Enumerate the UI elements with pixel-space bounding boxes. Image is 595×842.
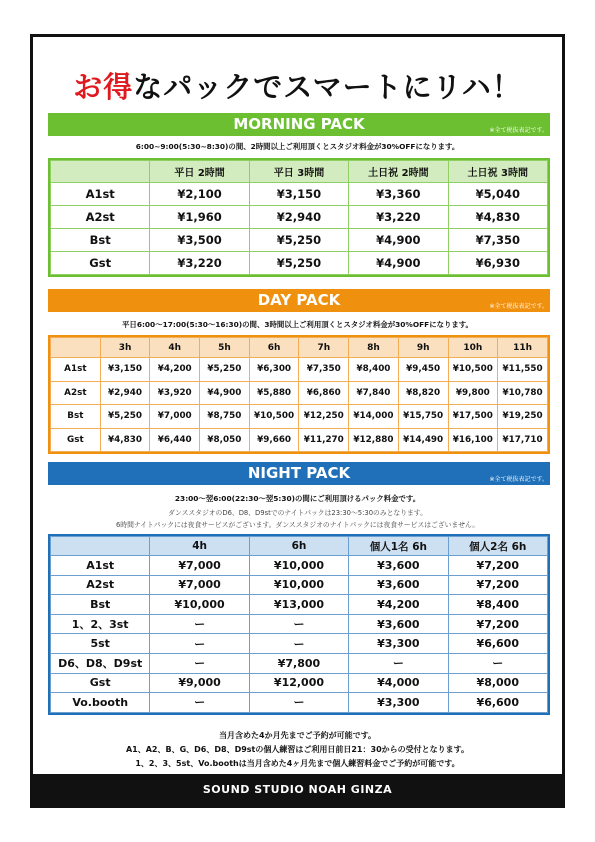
price-cell: ¥6,440: [150, 428, 200, 452]
price-cell: ¥6,930: [448, 252, 547, 275]
price-cell: ¥10,780: [498, 381, 548, 405]
table-row: [51, 556, 548, 576]
price-cell: ¥13,000: [249, 595, 348, 615]
price-cell: ー: [249, 634, 348, 654]
column-header: 6h: [249, 338, 299, 358]
price-cell: ¥10,000: [150, 595, 249, 615]
price-cell: ¥10,000: [249, 556, 348, 576]
price-cell: ¥10,500: [448, 358, 498, 382]
price-cell: ¥3,220: [150, 252, 249, 275]
price-cell: ¥11,550: [498, 358, 548, 382]
studio-name-cell: A1st: [51, 556, 150, 576]
night-pack-label: NIGHT PACK: [247, 464, 351, 482]
price-cell: ー: [249, 693, 348, 713]
column-header: 平日 3時間: [249, 161, 348, 183]
studio-name-cell: A1st: [51, 358, 101, 382]
table-header-row: [51, 161, 548, 183]
studio-name-cell: D6、D8、D9st: [51, 653, 150, 673]
price-cell: ¥3,220: [349, 206, 448, 229]
table-row: [51, 693, 548, 713]
price-cell: ¥5,250: [200, 358, 250, 382]
price-cell: ー: [448, 653, 547, 673]
studio-name-cell: A2st: [51, 381, 101, 405]
price-cell: ¥5,880: [249, 381, 299, 405]
price-cell: ¥3,500: [150, 229, 249, 252]
day-pack-note: 平日6:00～17:00(5:30～16:30)の間、3時間以上ご利用頂くとスタジオ料金が30%OFFになります。: [122, 320, 473, 329]
studio-name-cell: A2st: [51, 575, 150, 595]
studio-name-cell: 5st: [51, 634, 150, 654]
table-row: [51, 229, 548, 252]
price-cell: ー: [150, 693, 249, 713]
price-cell: ¥7,000: [150, 556, 249, 576]
price-cell: ¥4,000: [349, 673, 448, 693]
morning-pack-note: 6:00~9:00(5:30~8:30)の間、2時間以上ご利用頂くとスタジオ料金が30%OFFになります。: [135, 142, 460, 151]
price-cell: ¥3,600: [349, 614, 448, 634]
corner-cell: [51, 338, 101, 358]
price-cell: ¥8,000: [448, 673, 547, 693]
price-cell: ¥19,250: [498, 405, 548, 429]
price-cell: ¥4,900: [349, 252, 448, 275]
price-cell: ¥12,000: [249, 673, 348, 693]
price-cell: ー: [150, 634, 249, 654]
table-row: [51, 634, 548, 654]
price-cell: ¥9,660: [249, 428, 299, 452]
price-cell: ¥9,800: [448, 381, 498, 405]
table-row: [51, 252, 548, 275]
price-cell: ー: [349, 653, 448, 673]
night-pack-note-dance: ダンススタジオのD6、D8、D9stでのナイトパックは23:30～5:30のみとなります。: [168, 509, 427, 517]
price-cell: ¥7,200: [448, 575, 547, 595]
table-row: [51, 428, 548, 452]
day-pack-header: [48, 289, 550, 312]
price-cell: ¥6,600: [448, 693, 547, 713]
column-header: 個人1名 6h: [349, 537, 448, 556]
column-header: 5h: [200, 338, 250, 358]
studio-name-cell: 1、2、3st: [51, 614, 150, 634]
price-cell: ¥3,300: [349, 693, 448, 713]
price-cell: ¥8,820: [398, 381, 448, 405]
price-cell: ¥2,940: [100, 381, 150, 405]
price-cell: ¥2,940: [249, 206, 348, 229]
price-cell: ¥4,900: [349, 229, 448, 252]
price-cell: ¥5,250: [249, 229, 348, 252]
morning-pack-header: [48, 113, 550, 136]
price-cell: ¥4,200: [150, 358, 200, 382]
tax-note: ※全て税抜表記です。: [489, 476, 548, 483]
column-header: 8h: [349, 338, 399, 358]
column-header: 6h: [249, 537, 348, 556]
price-cell: ー: [150, 653, 249, 673]
price-cell: ¥10,000: [249, 575, 348, 595]
column-header: 土日祝 3時間: [448, 161, 547, 183]
column-header: 4h: [150, 338, 200, 358]
night-pack-table: [48, 534, 550, 715]
studio-name-cell: Bst: [51, 595, 150, 615]
morning-pack-table: [48, 158, 550, 277]
price-cell: ¥4,200: [349, 595, 448, 615]
tax-note: ※全て税抜表記です。: [489, 127, 548, 134]
column-header: 平日 2時間: [150, 161, 249, 183]
column-header: 10h: [448, 338, 498, 358]
price-cell: ¥7,200: [448, 614, 547, 634]
table-row: [51, 614, 548, 634]
price-cell: ¥3,600: [349, 575, 448, 595]
table-header-row: [51, 338, 548, 358]
studio-name-cell: Gst: [51, 428, 101, 452]
price-cell: ¥6,600: [448, 634, 547, 654]
night-pack-header: [48, 462, 550, 485]
table-row: [51, 381, 548, 405]
price-cell: ¥3,920: [150, 381, 200, 405]
price-cell: ¥11,270: [299, 428, 349, 452]
price-cell: ¥9,000: [150, 673, 249, 693]
price-cell: ¥3,150: [100, 358, 150, 382]
night-pack-note-meal: 6時間ナイトパックには夜食サービスがございます。ダンススタジオのナイトパックには夜食サービスはございません。: [115, 521, 480, 529]
footer-note: 当月含めた4か月先までご予約が可能です。: [219, 731, 376, 740]
price-cell: ¥3,360: [349, 183, 448, 206]
price-cell: ¥17,710: [498, 428, 548, 452]
price-cell: ー: [249, 614, 348, 634]
price-cell: ¥12,880: [349, 428, 399, 452]
price-cell: ¥3,300: [349, 634, 448, 654]
corner-cell: [51, 537, 150, 556]
column-header: 11h: [498, 338, 548, 358]
table-row: [51, 575, 548, 595]
table-row: [51, 653, 548, 673]
price-cell: ¥9,450: [398, 358, 448, 382]
price-cell: ¥5,040: [448, 183, 547, 206]
price-cell: ¥4,900: [200, 381, 250, 405]
column-header: 3h: [100, 338, 150, 358]
price-cell: ¥10,500: [249, 405, 299, 429]
day-pack-label: DAY PACK: [257, 291, 341, 309]
price-cell: ¥2,100: [150, 183, 249, 206]
table-row: [51, 358, 548, 382]
column-header: 土日祝 2時間: [349, 161, 448, 183]
price-cell: ¥4,830: [448, 206, 547, 229]
price-cell: ¥8,400: [448, 595, 547, 615]
morning-pack-label: MORNING PACK: [233, 115, 365, 133]
price-cell: ¥14,490: [398, 428, 448, 452]
day-pack-table: [48, 335, 550, 454]
price-cell: ¥8,050: [200, 428, 250, 452]
studio-name-cell: Vo.booth: [51, 693, 150, 713]
column-header: 7h: [299, 338, 349, 358]
table-row: [51, 206, 548, 229]
title-rest: なパックでスマートにリハ！: [133, 70, 522, 104]
studio-name-bar: SOUND STUDIO NOAH GINZA: [33, 774, 562, 805]
price-cell: ¥1,960: [150, 206, 249, 229]
table-header-row: [51, 537, 548, 556]
table-row: [51, 595, 548, 615]
price-cell: ¥16,100: [448, 428, 498, 452]
studio-name-cell: A1st: [51, 183, 150, 206]
price-cell: ¥3,600: [349, 556, 448, 576]
studio-name-cell: A2st: [51, 206, 150, 229]
price-cell: ¥7,200: [448, 556, 547, 576]
studio-name-cell: Bst: [51, 229, 150, 252]
price-cell: ¥3,150: [249, 183, 348, 206]
price-cell: ¥14,000: [349, 405, 399, 429]
price-cell: ¥12,250: [299, 405, 349, 429]
corner-cell: [51, 161, 150, 183]
footer-notes: [33, 729, 562, 771]
price-cell: ¥4,830: [100, 428, 150, 452]
page-title: [33, 65, 562, 106]
price-cell: ¥6,300: [249, 358, 299, 382]
column-header: 4h: [150, 537, 249, 556]
price-cell: ¥8,750: [200, 405, 250, 429]
tax-note: ※全て税抜表記です。: [489, 303, 548, 310]
title-highlight: お得: [73, 70, 134, 104]
price-cell: ¥5,250: [100, 405, 150, 429]
column-header: 9h: [398, 338, 448, 358]
price-cell: ¥7,000: [150, 405, 200, 429]
column-header: 個人2名 6h: [448, 537, 547, 556]
table-row: [51, 183, 548, 206]
price-cell: ¥7,350: [299, 358, 349, 382]
price-cell: ¥8,400: [349, 358, 399, 382]
studio-name-cell: Gst: [51, 673, 150, 693]
footer-note: 1、2、3、5st、Vo.boothは当月含めた4ヶ月先まで個人練習料金でご予約が可能です。: [135, 759, 460, 768]
studio-name-cell: Gst: [51, 252, 150, 275]
flyer-frame: [30, 34, 565, 808]
price-cell: ¥5,250: [249, 252, 348, 275]
price-cell: ¥7,840: [349, 381, 399, 405]
studio-name-cell: Bst: [51, 405, 101, 429]
price-cell: ¥7,350: [448, 229, 547, 252]
price-cell: ¥15,750: [398, 405, 448, 429]
table-row: [51, 405, 548, 429]
price-cell: ¥7,800: [249, 653, 348, 673]
price-cell: ¥6,860: [299, 381, 349, 405]
night-pack-note: 23:00～翌6:00(22:30～翌5:30)の間にご利用頂けるパック料金です。: [174, 494, 421, 503]
footer-note: A1、A2、B、G、D6、D8、D9stの個人練習はご利用日前日21：30からの受付となります。: [125, 745, 469, 754]
price-cell: ー: [150, 614, 249, 634]
price-cell: ¥7,000: [150, 575, 249, 595]
price-cell: ¥17,500: [448, 405, 498, 429]
table-row: [51, 673, 548, 693]
